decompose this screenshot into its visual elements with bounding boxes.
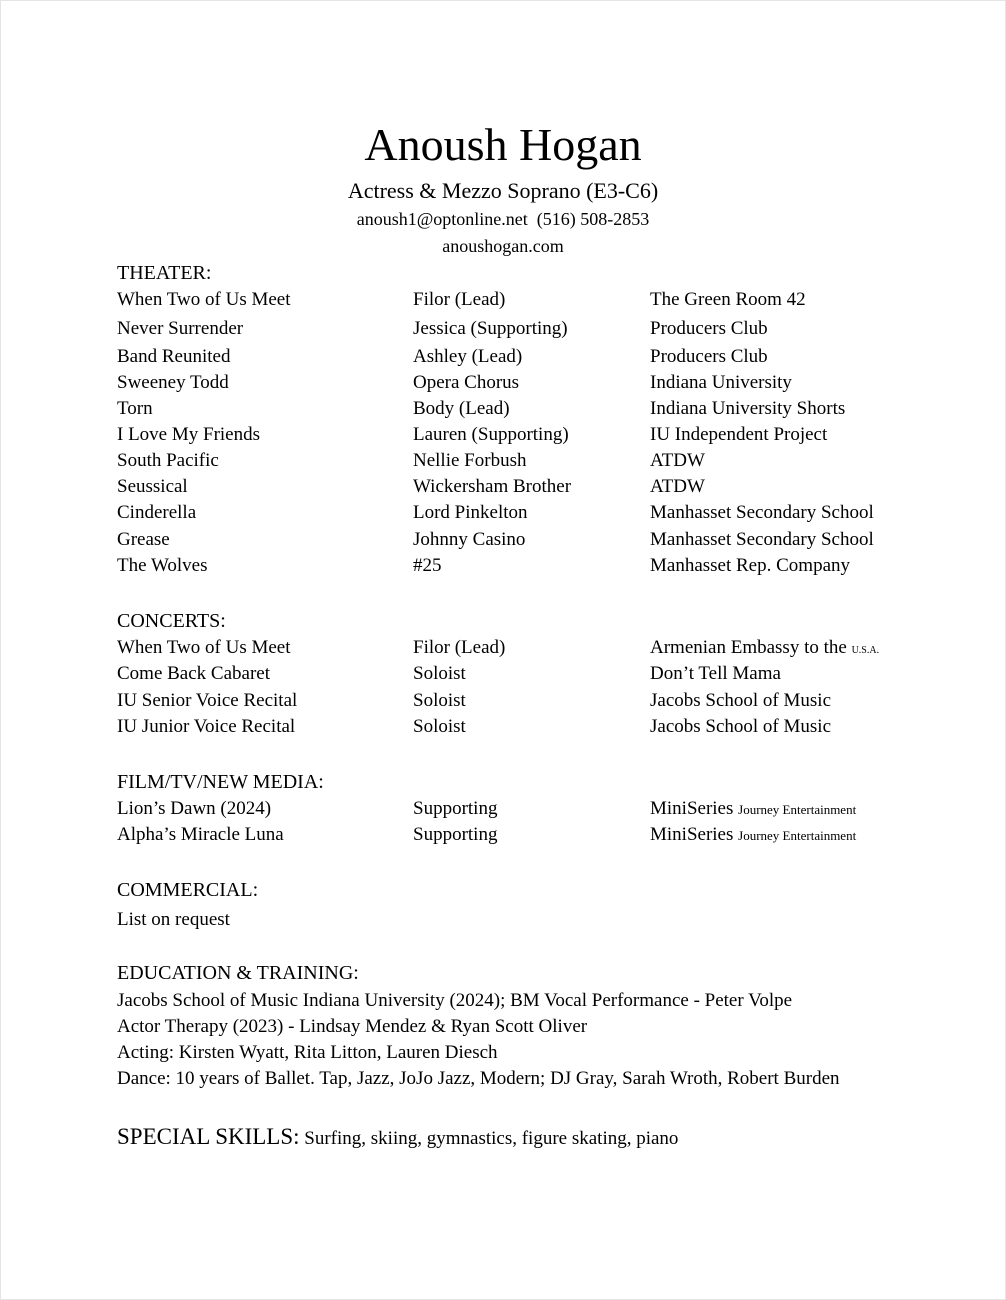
role: Johnny Casino (413, 529, 526, 550)
venue-note: Journey Entertainment (738, 802, 857, 817)
table-row (0, 527, 1006, 553)
role: Wickersham Brother (413, 476, 572, 497)
table-row (0, 422, 1006, 448)
role: Soloist (413, 716, 466, 737)
venue (650, 822, 856, 849)
venue: Manhasset Secondary School (650, 502, 874, 523)
table-row (0, 796, 1006, 822)
table-row (0, 661, 1006, 687)
film-heading: FILM/TV/NEW MEDIA: (117, 771, 324, 793)
venue: Manhasset Rep. Company (650, 555, 851, 576)
show-title: The Wolves (117, 555, 208, 576)
show-title: I Love My Friends (117, 424, 261, 445)
commercial-text: List on request (117, 909, 230, 930)
venue: Producers Club (650, 346, 768, 367)
show-title: Band Reunited (117, 346, 231, 367)
table-row (0, 553, 1006, 579)
table-row (0, 822, 1006, 848)
venue (650, 635, 879, 664)
venue: Producers Club (650, 318, 768, 339)
venue: The Green Room 42 (650, 289, 806, 310)
show-title: South Pacific (117, 450, 219, 471)
show-title: Seussical (117, 476, 188, 497)
skills-text: Surfing, skiing, gymnastics, figure skating, piano (304, 1128, 679, 1149)
show-title: Lion’s Dawn (2024) (117, 798, 272, 819)
table-row (0, 316, 1006, 342)
show-title: Cinderella (117, 502, 197, 523)
show-title: Never Surrender (117, 318, 244, 339)
show-title: Torn (117, 398, 153, 419)
table-row (0, 714, 1006, 740)
table-row (0, 474, 1006, 500)
venue: Indiana University Shorts (650, 398, 846, 419)
role: Body (Lead) (413, 398, 510, 419)
education-line: Acting: Kirsten Wyatt, Rita Litton, Lauren Diesch (117, 1042, 498, 1063)
education-line: Dance: 10 years of Ballet. Tap, Jazz, JoJo Jazz, Modern; DJ Gray, Sarah Wroth, Robert Burden (117, 1068, 840, 1089)
table-row (0, 396, 1006, 422)
role: Opera Chorus (413, 372, 520, 393)
venue: Indiana University (650, 372, 792, 393)
website: anoushogan.com (442, 236, 564, 256)
venue: IU Independent Project (650, 424, 828, 445)
table-row (0, 688, 1006, 714)
show-title: When Two of Us Meet (117, 637, 291, 658)
role: Soloist (413, 663, 466, 684)
education-line: Actor Therapy (2023) - Lindsay Mendez & Ryan Scott Oliver (117, 1016, 588, 1037)
education-line: Jacobs School of Music Indiana University (2024); BM Vocal Performance - Peter Volpe (117, 990, 793, 1011)
role: Jessica (Supporting) (413, 318, 568, 339)
venue (650, 796, 856, 823)
venue-note: Journey Entertainment (738, 828, 857, 843)
contact-line (0, 207, 1006, 231)
email: anoush1@optonline.net (356, 209, 528, 229)
table-row (0, 344, 1006, 370)
venue: ATDW (650, 450, 705, 471)
phone: (516) 508-2853 (536, 209, 650, 229)
show-title: Sweeney Todd (117, 372, 229, 393)
venue: Manhasset Secondary School (650, 529, 874, 550)
table-row (0, 635, 1006, 661)
role: Supporting (413, 824, 498, 845)
venue-note: U.S.A. (851, 645, 880, 656)
role: Lord Pinkelton (413, 502, 528, 523)
table-row (0, 448, 1006, 474)
show-title: Come Back Cabaret (117, 663, 271, 684)
role: Nellie Forbush (413, 450, 527, 471)
role: Ashley (Lead) (413, 346, 523, 367)
role: Filor (Lead) (413, 637, 506, 658)
table-row (0, 500, 1006, 526)
role: Lauren (Supporting) (413, 424, 569, 445)
show-title: IU Junior Voice Recital (117, 716, 296, 737)
show-title: When Two of Us Meet (117, 289, 291, 310)
actor-subtitle: Actress & Mezzo Soprano (E3-C6) (347, 178, 659, 203)
venue-name: MiniSeries (650, 798, 734, 819)
education-heading: EDUCATION & TRAINING: (117, 962, 359, 984)
venue: Don’t Tell Mama (650, 663, 781, 684)
commercial-heading: COMMERCIAL: (117, 879, 259, 901)
venue-name: Armenian Embassy to the (650, 637, 847, 658)
concerts-heading: CONCERTS: (117, 610, 226, 632)
venue-name: MiniSeries (650, 824, 734, 845)
actor-name: Anoush Hogan (364, 119, 642, 170)
role: #25 (413, 555, 442, 576)
venue: Jacobs School of Music (650, 716, 832, 737)
role: Filor (Lead) (413, 289, 506, 310)
role: Soloist (413, 690, 466, 711)
role: Supporting (413, 798, 498, 819)
venue: Jacobs School of Music (650, 690, 832, 711)
venue: ATDW (650, 476, 705, 497)
skills-heading: SPECIAL SKILLS: (117, 1124, 300, 1149)
show-title: IU Senior Voice Recital (117, 690, 298, 711)
skills-line (117, 1124, 678, 1152)
theater-heading: THEATER: (117, 262, 212, 284)
table-row (0, 370, 1006, 396)
show-title: Alpha’s Miracle Luna (117, 824, 284, 845)
table-row (0, 287, 1006, 313)
show-title: Grease (117, 529, 170, 550)
